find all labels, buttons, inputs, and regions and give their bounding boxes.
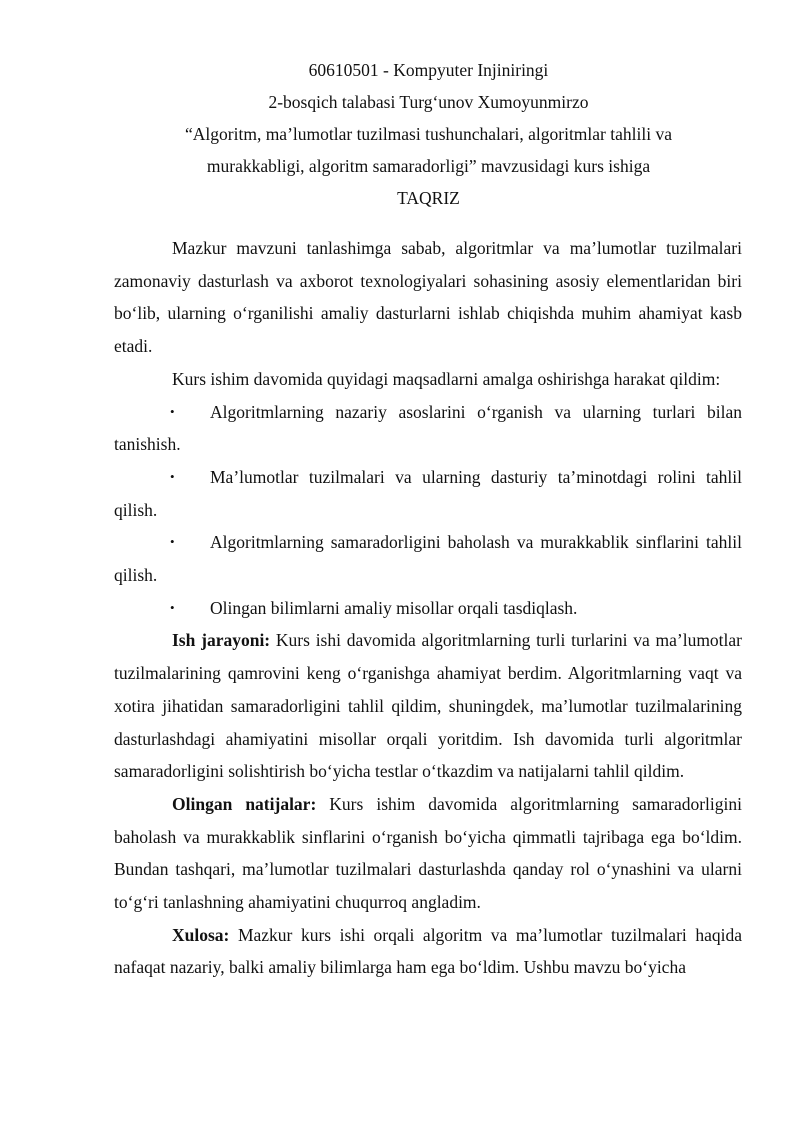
paragraph-work-process [114, 624, 742, 788]
bullet-icon: • [170, 599, 175, 615]
paragraph-goals: Kurs ishim davomida quyidagi maqsadlarni amalga oshirishga harakat qildim: [172, 368, 721, 389]
document-title: TAQRIZ [397, 188, 460, 208]
student-line: 2-bosqich talabasi Turg‘unov Xumoyunmirzo [268, 92, 589, 112]
list-item [114, 526, 742, 591]
list-item-text: Algoritmlarning samaradorligini baholash va murakkablik sinflarini tahlil qilish. [114, 532, 742, 586]
results-text: Kurs ishim davomida algoritmlarning samaradorligini baholash va murakkablik sinflarini o‘rganish bo‘yicha qimmatli tajribaga ega bo‘ldim. Bundan tashqari, ma’lumotlar tuzilmalari dasturlashda qanday rol o‘ynashini va ularni to‘g‘ri tanlashning ahamiyatini chuqurroq angladim. [114, 793, 742, 913]
bullet-icon: • [170, 468, 175, 484]
conclusion-text: Mazkur kurs ishi orqali algoritm va ma’lumotlar tuzilmalari haqida nafaqat nazariy, balki amaliy bilimlarga ham ega bo‘ldim. Ushbu mavzu bo‘yicha [114, 924, 742, 978]
paragraph-results [114, 788, 742, 919]
topic-line-2: murakkabligi, algoritm samaradorligi” mavzusidagi kurs ishiga [206, 156, 651, 176]
list-item-text: Ma’lumotlar tuzilmalari va ularning dasturiy ta’minotdagi rolini tahlil qilish. [114, 466, 742, 520]
list-item-text: Algoritmlarning nazariy asoslarini o‘rganish va ularning turlari bilan tanishish. [114, 401, 742, 455]
results-label: Olingan natijalar: [172, 793, 317, 814]
list-item [114, 396, 742, 461]
work-process-label: Ish jarayoni: [172, 630, 271, 651]
list-item [114, 592, 742, 625]
conclusion-label: Xulosa: [172, 924, 230, 945]
paragraph-conclusion [114, 919, 742, 984]
bullet-icon: • [170, 403, 175, 419]
document-header [100, 54, 757, 214]
paragraph-intro: Mazkur mavzuni tanlashimga sabab, algoritmlar va ma’lumotlar tuzilmalari zamonaviy dasturlash va axborot texnologiyalari sohasining asosiy elementlaridan biri bo‘lib, ularning o‘rganilishi amaliy dasturlarni ishlab chiqishda muhim ahamiyat kasb etadi. [114, 238, 742, 357]
work-process-text: Kurs ishi davomida algoritmlarning turli turlarini va ma’lumotlar tuzilmalarining qamrovini keng o‘rganishga ahamiyat berdim. Algoritmlarning vaqt va xotira jihatidan samaradorligini tahlil qildim, shuningdek, ma’lumotlar tuzilmalarining dasturlashdagi ahamiyatini misollar orqali yoritdim. Ish davomida turli algoritmlar samaradorligini solishtirish bo‘yicha testlar o‘tkazdim va natijalarni tahlil qildim. [114, 630, 742, 782]
topic-line-1: “Algoritm, ma’lumotlar tuzilmasi tushunchalari, algoritmlar tahlili va [185, 124, 672, 144]
document-body [114, 232, 742, 984]
list-item [114, 461, 742, 526]
program-code-line: 60610501 - Kompyuter Injiniringi [308, 60, 549, 80]
bullet-icon: • [170, 534, 175, 550]
list-item-text: Olingan bilimlarni amaliy misollar orqali tasdiqlash. [210, 597, 578, 618]
